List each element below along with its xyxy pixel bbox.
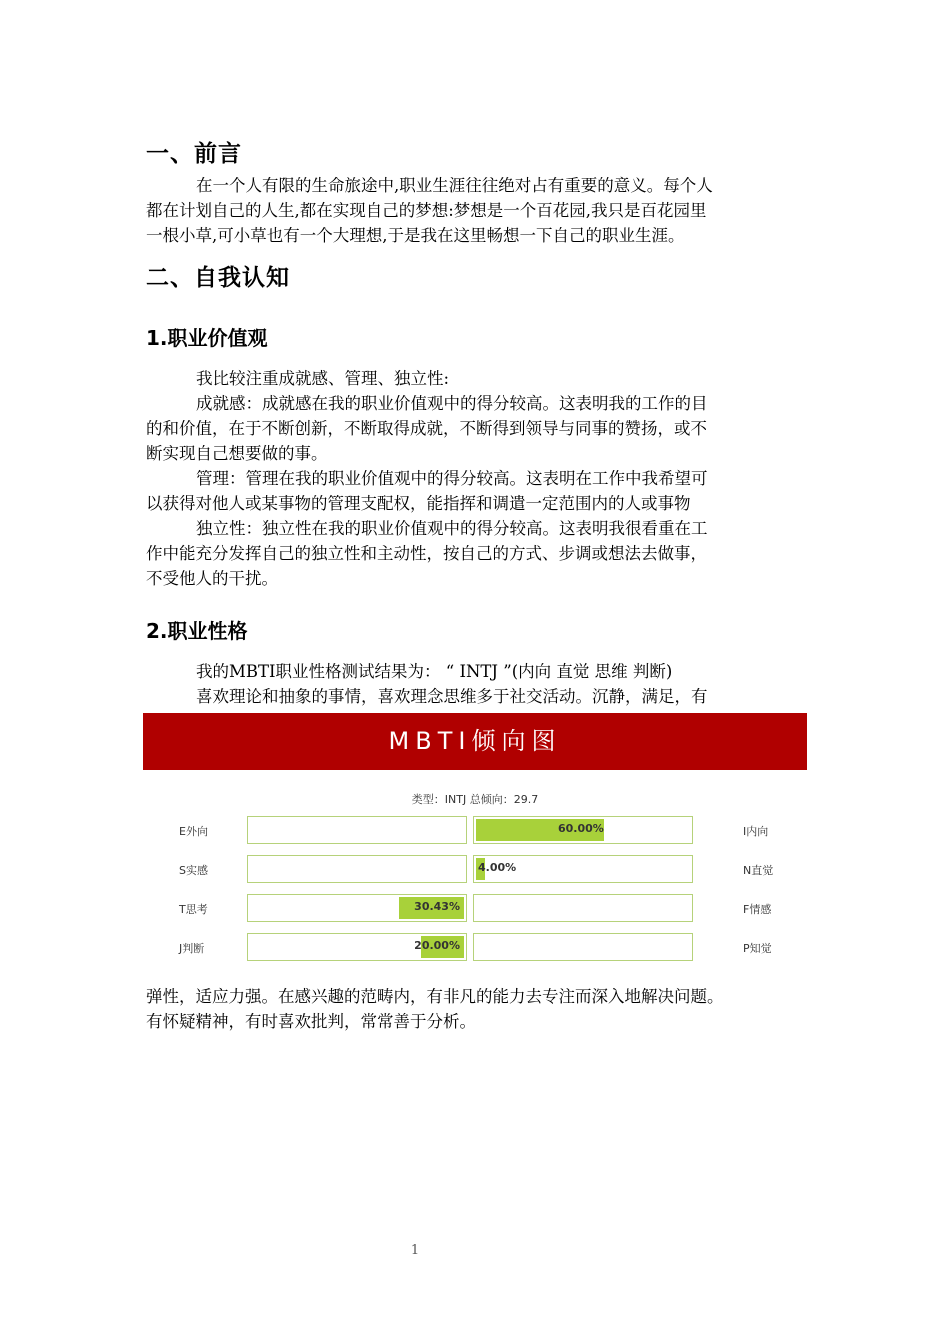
mbti-left-track <box>247 894 467 922</box>
paragraph-line: 的和价值，在于不断创新，不断取得成就，不断得到领导与同事的赞扬，或不 <box>146 419 707 438</box>
paragraph-line: 不受他人的干扰。 <box>146 569 278 588</box>
mbti-left-track <box>247 933 467 961</box>
mbti-right-label: P知觉 <box>743 942 772 955</box>
mbti-bar-value: 20.00% <box>414 939 460 952</box>
mbti-left-track <box>247 855 467 883</box>
mbti-right-track <box>473 933 693 961</box>
paragraph-line: 我的MBTI职业性格测试结果为： “ INTJ ”(内向 直觉 思维 判断) <box>196 662 673 681</box>
mbti-left-label: S实感 <box>179 864 208 877</box>
subheading-career-personality: 2.职业性格 <box>146 619 248 643</box>
mbti-bar-value: 60.00% <box>558 822 604 835</box>
mbti-right-label: F情感 <box>743 903 772 916</box>
mbti-bar-value: 30.43% <box>414 900 460 913</box>
paragraph-line: 喜欢理论和抽象的事情，喜欢理念思维多于社交活动。沉静，满足，有 <box>196 687 708 706</box>
paragraph-line: 一根小草,可小草也有一个大理想,于是我在这里畅想一下自己的职业生涯。 <box>146 226 685 245</box>
paragraph-line: 有怀疑精神，有时喜欢批判，常常善于分析。 <box>146 1012 476 1031</box>
paragraph-line: 我比较注重成就感、管理、独立性: <box>196 369 450 388</box>
mbti-right-label: N直觉 <box>743 864 774 877</box>
mbti-right-label: I内向 <box>743 825 769 838</box>
section-heading-self-awareness: 二、自我认知 <box>146 265 290 291</box>
chart-title: MBTI倾向图 <box>143 713 807 770</box>
paragraph-line: 断实现自己想要做的事。 <box>146 444 328 463</box>
subheading-career-values: 1.职业价值观 <box>146 326 268 350</box>
paragraph-line: 成就感：成就感在我的职业价值观中的得分较高。这表明我的工作的目 <box>196 394 708 413</box>
paragraph-line: 以获得对他人或某事物的管理支配权，能指挥和调遣一定范围内的人或事物 <box>146 494 691 513</box>
mbti-left-label: J判断 <box>179 942 205 955</box>
mbti-chart <box>143 713 807 965</box>
mbti-row <box>143 894 807 922</box>
paragraph-line: 管理：管理在我的职业价值观中的得分较高。这表明在工作中我希望可 <box>196 469 708 488</box>
page-number: 1 <box>410 1243 420 1258</box>
mbti-right-track <box>473 816 693 844</box>
mbti-left-label: T思考 <box>179 903 208 916</box>
paragraph-line: 在一个人有限的生命旅途中,职业生涯往往绝对占有重要的意义。每个人 <box>196 176 713 195</box>
chart-subtitle: 类型：INTJ 总倾向：29.7 <box>411 793 539 806</box>
mbti-row <box>143 933 807 961</box>
mbti-row <box>143 816 807 844</box>
mbti-right-track <box>473 894 693 922</box>
mbti-row <box>143 855 807 883</box>
paragraph-line: 独立性：独立性在我的职业价值观中的得分较高。这表明我很看重在工 <box>196 519 708 538</box>
mbti-left-track <box>247 816 467 844</box>
section-heading-preface: 一、前言 <box>146 141 242 167</box>
mbti-left-label: E外向 <box>179 825 208 838</box>
paragraph-line: 都在计划自己的人生,都在实现自己的梦想:梦想是一个百花园,我只是百花园里 <box>146 201 707 220</box>
paragraph-line: 弹性，适应力强。在感兴趣的范畴内，有非凡的能力去专注而深入地解决问题。 <box>146 987 724 1006</box>
mbti-right-track <box>473 855 693 883</box>
paragraph-line: 作中能充分发挥自己的独立性和主动性，按自己的方式、步调或想法去做事， <box>146 544 707 563</box>
mbti-bar-value: 4.00% <box>478 861 517 874</box>
